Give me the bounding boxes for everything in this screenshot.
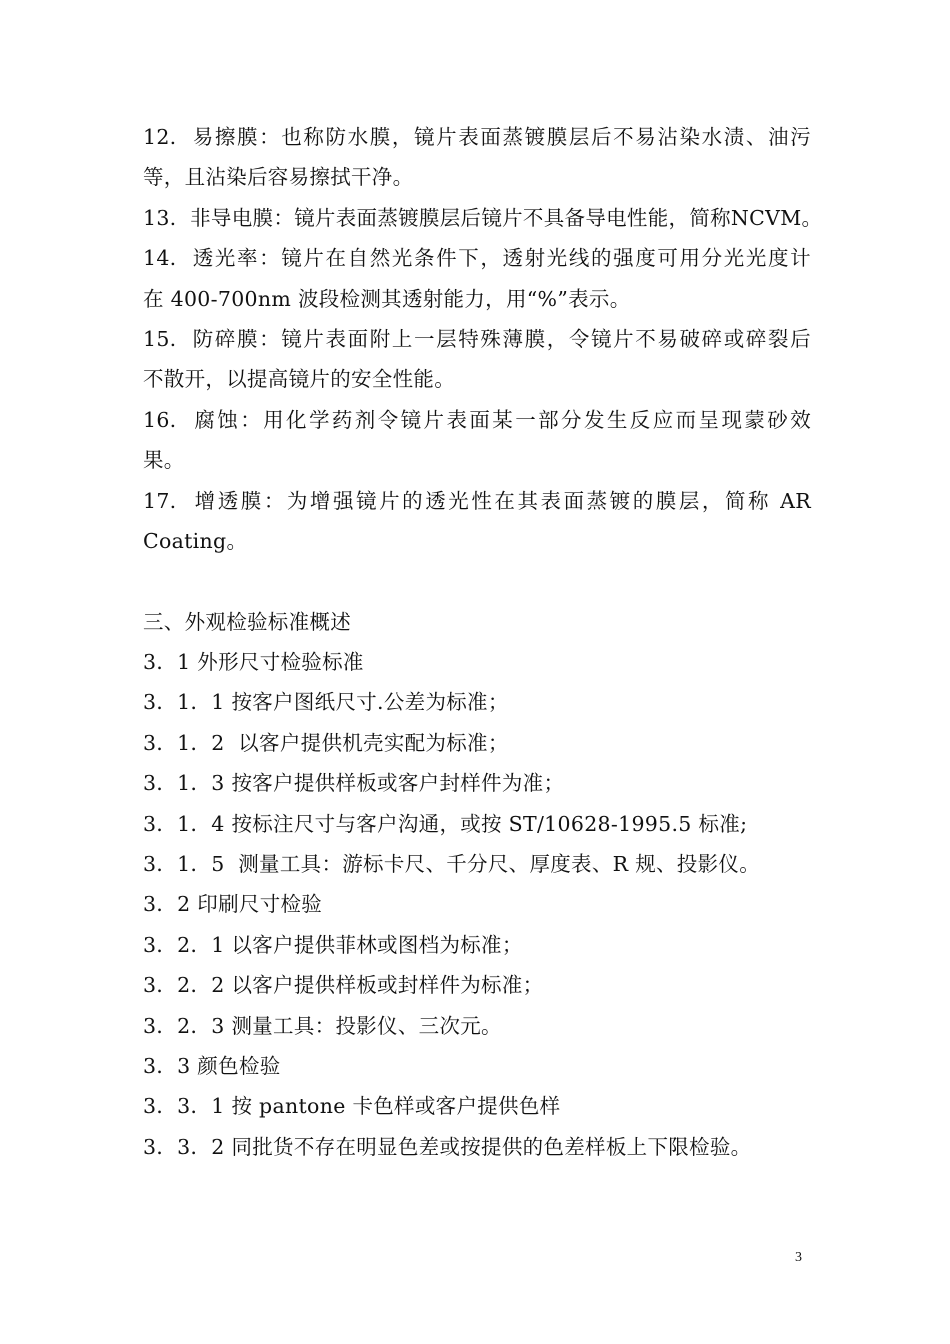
section-appearance-inspection (143, 602, 811, 1167)
definition-list (143, 117, 823, 561)
definition-line: 12. 易擦膜：也称防水膜，镜片表面蒸镀膜层后不易沾染水渍、油污 (143, 125, 811, 149)
definition-item-16 (143, 400, 811, 481)
section-item: 3．1．2 以客户提供机壳实配为标准； (143, 730, 509, 755)
definition-item-14 (143, 238, 811, 319)
definition-line: 果。 (143, 448, 185, 473)
definition-item-13 (143, 198, 823, 238)
section-item: 3．1．4 按标注尺寸与客户沟通，或按 ST/10628-1995.5 标准; (143, 811, 748, 836)
section-item: 3．2．1 以客户提供菲林或图档为标准； (143, 932, 523, 957)
definition-line: 13. 非导电膜：镜片表面蒸镀膜层后镜片不具备导电性能，简称NCVM。 (143, 205, 823, 230)
section-item: 3．1．3 按客户提供样板或客户封样件为准； (143, 771, 565, 796)
definition-line: 15. 防碎膜：镜片表面附上一层特殊薄膜，令镜片不易破碎或碎裂后 (143, 326, 811, 351)
section-item: 3．3．1 按 pantone 卡色样或客户提供色样 (143, 1094, 561, 1119)
definition-line: 等，且沾染后容易擦拭干净。 (143, 165, 414, 190)
section-item: 3．2．3 测量工具：投影仪、三次元。 (143, 1013, 502, 1038)
section-item: 3．3．2 同批货不存在明显色差或按提供的色差样板上下限检验。 (143, 1134, 752, 1159)
section-item: 3．1 外形尺寸检验标准 (143, 650, 364, 675)
section-item: 3．1．5 测量工具：游标卡尺、千分尺、厚度表、R 规、投影仪。 (143, 852, 761, 877)
blank-line (143, 561, 811, 601)
definition-item-12 (143, 117, 811, 198)
definition-line: 不散开，以提高镜片的安全性能。 (143, 367, 455, 392)
definition-line: 14. 透光率：镜片在自然光条件下，透射光线的强度可用分光光度计 (143, 246, 811, 271)
section-item: 3．3 颜色检验 (143, 1053, 281, 1078)
definition-item-15 (143, 319, 811, 400)
definition-line: Coating。 (143, 528, 248, 553)
page-content (143, 117, 823, 1167)
page-number: 3 (795, 1250, 802, 1265)
definition-line: 在 400-700nm 波段检测其透射能力，用“%”表示。 (143, 286, 631, 311)
section-item: 3．2．2 以客户提供样板或封样件为标准； (143, 973, 544, 998)
section-item: 3．1．1 按客户图纸尺寸.公差为标准； (143, 690, 509, 715)
definition-item-17 (143, 481, 811, 562)
section-title: 三、外观检验标准概述 (143, 609, 351, 634)
definition-line: 16. 腐蚀：用化学药剂令镜片表面某一部分发生反应而呈现蒙砂效 (143, 407, 811, 432)
section-item: 3．2 印刷尺寸检验 (143, 892, 323, 917)
definition-line: 17. 增透膜：为增强镜片的透光性在其表面蒸镀的膜层，简称 AR (143, 488, 811, 513)
